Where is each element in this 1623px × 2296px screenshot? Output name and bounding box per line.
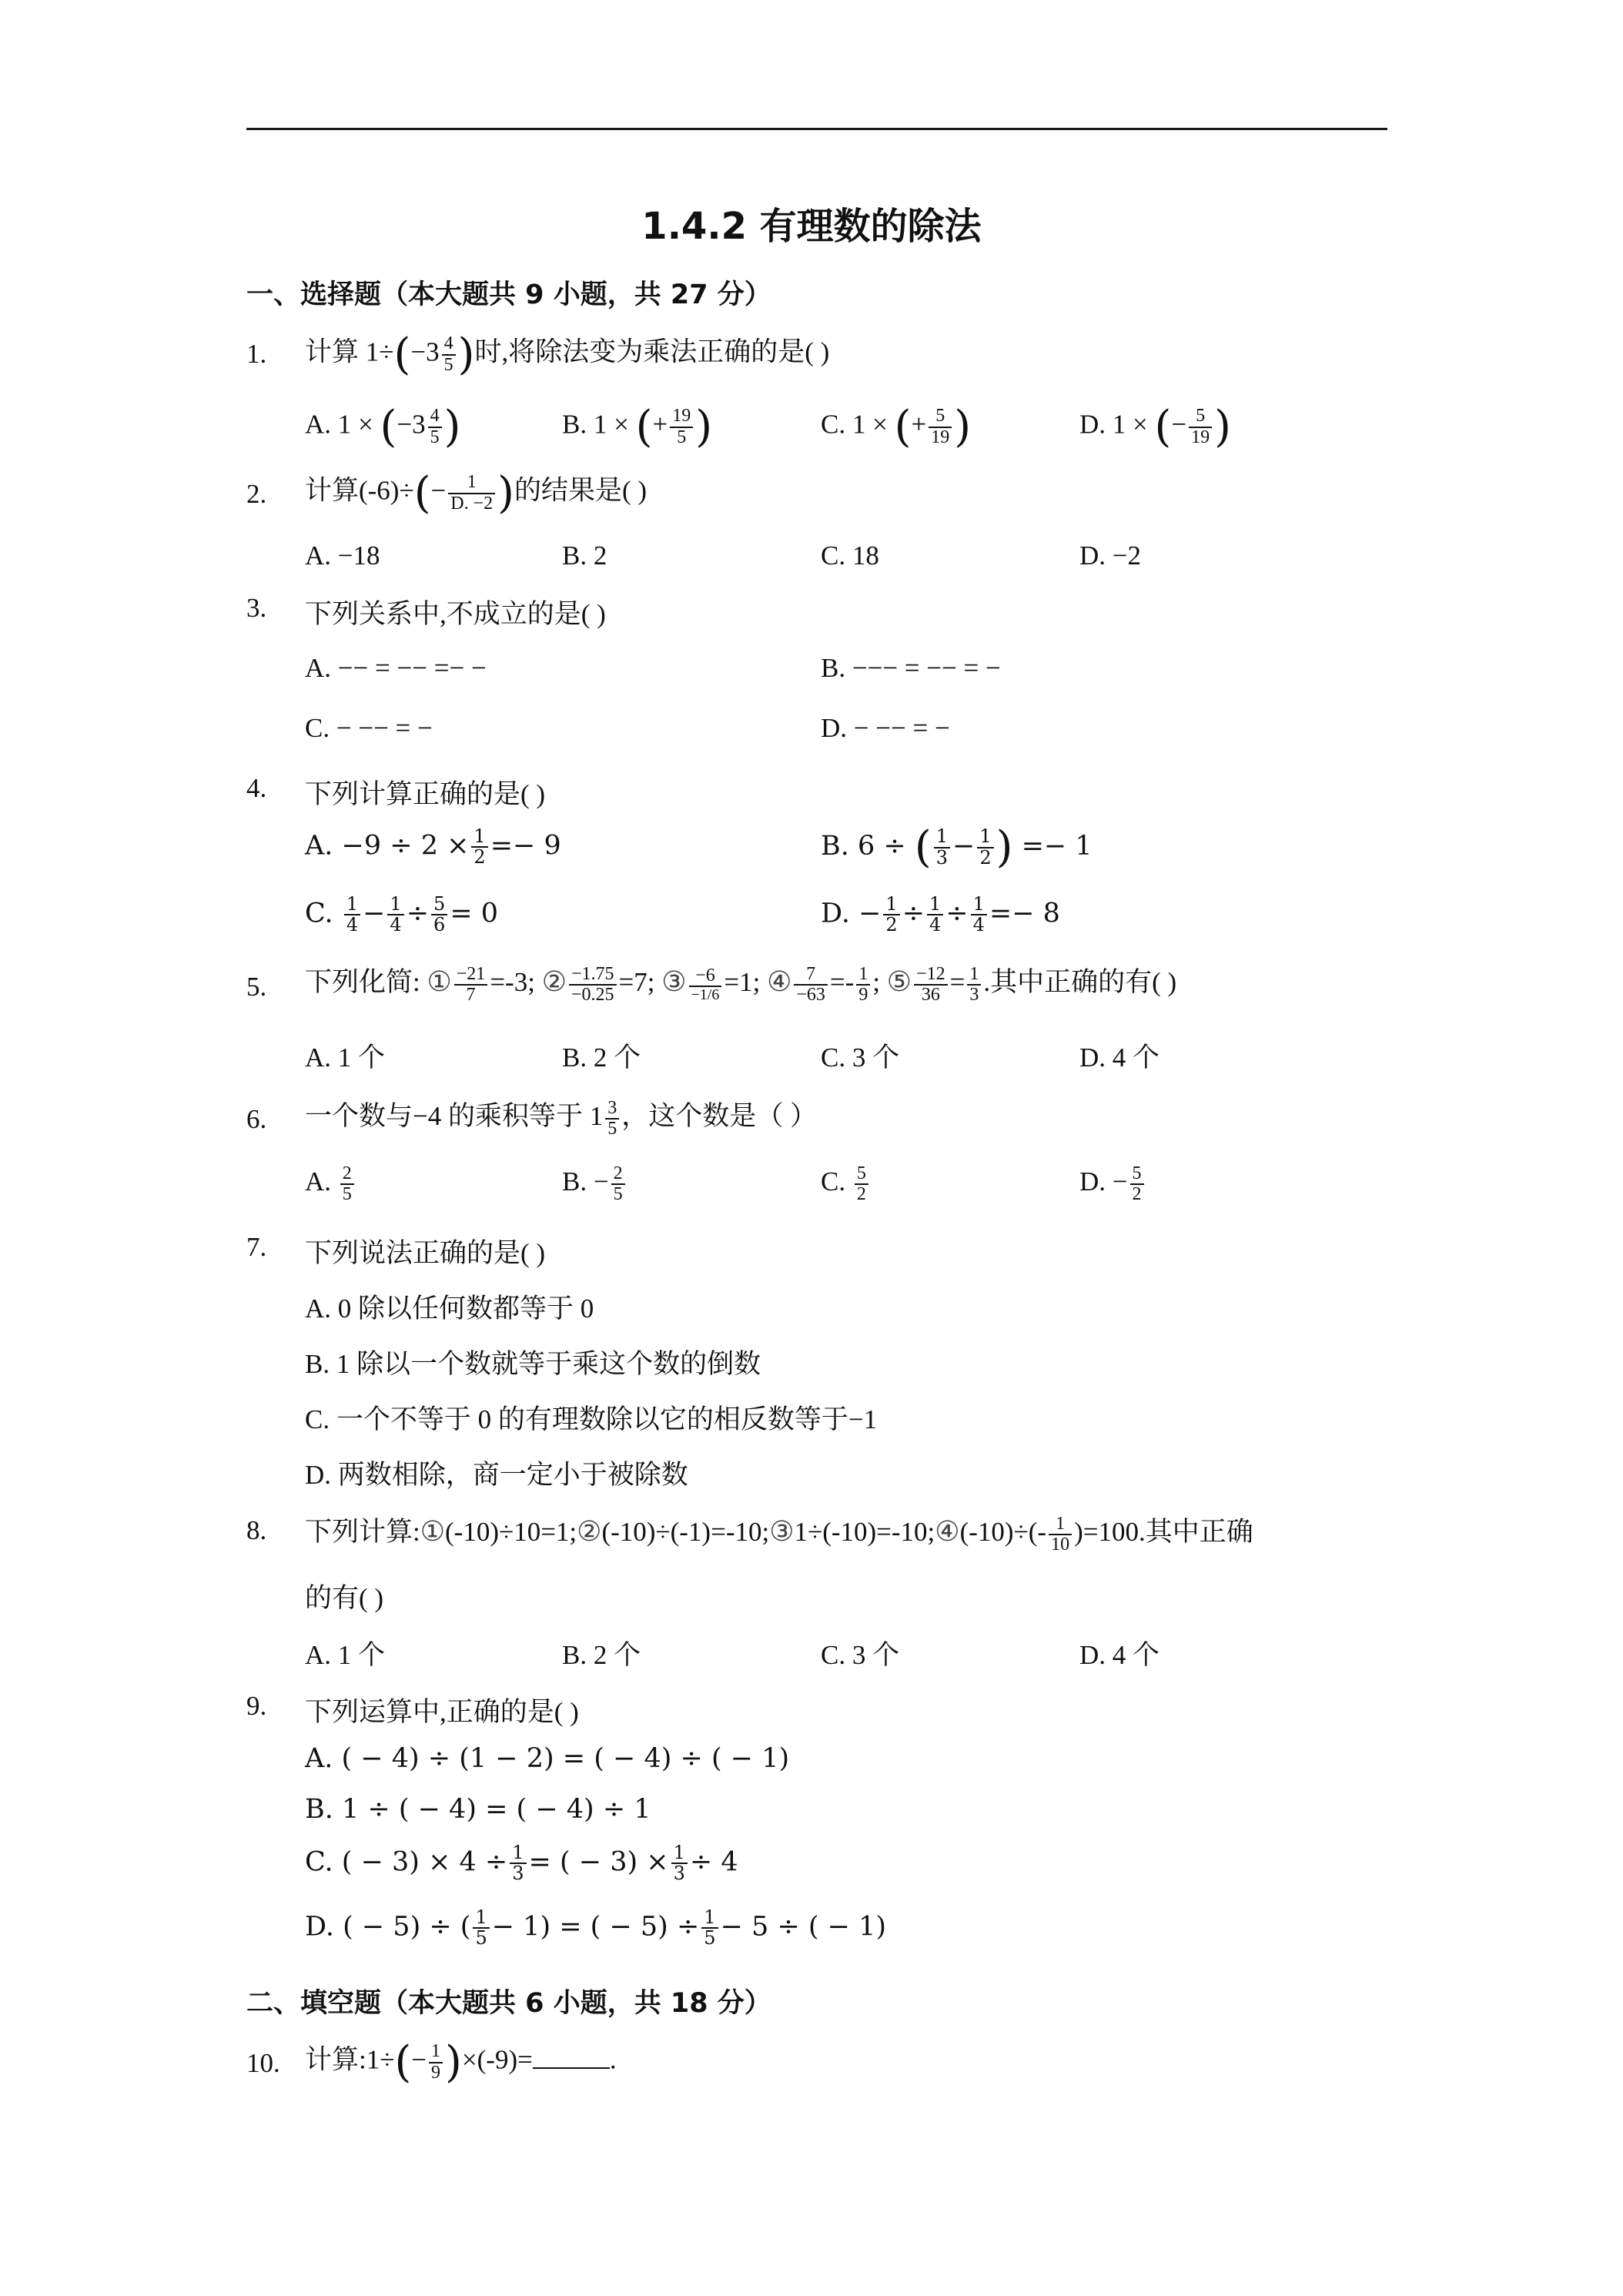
fraction: $\frac{-12}{36}$	[914, 965, 948, 1005]
fraction: $\frac{4}{5}$	[442, 334, 456, 374]
fraction: $\frac{7}{-63}$	[794, 965, 828, 1005]
question-stem-continued: 的有( )	[305, 1583, 384, 1613]
option-b[interactable]: B. 1 × (+ $\frac{19}{5}$ )	[562, 402, 713, 452]
fraction: $\frac{2}{5}$	[340, 1164, 354, 1204]
question-number: 9.	[246, 1691, 267, 1721]
question-number: 3.	[246, 593, 267, 623]
option-b[interactable]: B. 1 除以一个数就等于乘这个数的倒数	[305, 1349, 761, 1379]
option-a[interactable]: A. 0 除以任何数都等于 0	[305, 1294, 594, 1324]
fraction: $\frac{1}{5}$	[473, 1908, 489, 1948]
fraction: $\frac{1}{3}$	[934, 827, 950, 867]
fraction: $\frac{5}{2}$	[1130, 1164, 1144, 1204]
fraction: $\frac{19}{5}$	[670, 407, 693, 447]
option-a[interactable]: A. −− = −− =− −	[305, 653, 487, 683]
circled-number-icon: ④	[935, 1516, 960, 1548]
option-c[interactable]: C. − −− = −	[305, 713, 433, 743]
question-number: 6.	[246, 1104, 267, 1134]
question-number: 2.	[246, 479, 267, 509]
option-d[interactable]: D. −2	[1079, 541, 1142, 571]
answer-blank[interactable]	[533, 2047, 610, 2069]
section-heading-fill: 二、填空题（本大题共 6 小题，共 18 分）	[246, 1988, 771, 2019]
question-number: 1.	[246, 339, 267, 369]
fraction: $\frac{1}{3}$	[510, 1843, 526, 1883]
option-d[interactable]: D. 4 个	[1079, 1043, 1160, 1073]
fraction: $\frac{1}{2}$	[883, 895, 899, 935]
option-a[interactable]: A. 1 个	[305, 1043, 386, 1073]
option-d[interactable]: D. − $\frac{1}{2}$ ÷ $\frac{1}{4}$ ÷ $\frac{1}{4}$ =− 8	[821, 893, 1060, 936]
option-d[interactable]: D. − −− = −	[821, 713, 950, 743]
fraction: $\frac{1}{2}$	[977, 827, 993, 867]
option-a[interactable]: A. −18	[305, 541, 380, 571]
option-b[interactable]: B. 2	[562, 541, 607, 571]
option-d[interactable]: D. ( − 5) ÷ ( $\frac{1}{5}$ − 1) = ( − 5) ÷ $\frac{1}{5}$ − 5 ÷ ( − 1)	[305, 1906, 887, 1950]
header-rule	[246, 128, 1387, 130]
question-number: 5.	[246, 972, 267, 1002]
option-c[interactable]: C. 3 个	[821, 1640, 900, 1670]
section-heading-choice: 一、选择题（本大题共 9 小题，共 27 分）	[246, 279, 771, 310]
fraction: $\frac{1}{9}$	[429, 2042, 443, 2082]
fraction: $\frac{3}{5}$	[605, 1099, 619, 1139]
option-d[interactable]: D. 4 个	[1079, 1640, 1160, 1670]
question-number: 7.	[246, 1232, 267, 1262]
fraction: $\frac{1}{4}$	[387, 895, 403, 935]
fraction: $\frac{4}{5}$	[428, 407, 442, 447]
circled-number-icon: ③	[769, 1516, 795, 1548]
fraction: $\frac{5}{6}$	[431, 895, 447, 935]
option-b[interactable]: B. 6 ÷ ( $\frac{1}{3}$ − $\frac{1}{2}$ ) =− 1	[821, 822, 1093, 872]
question-stem: 一个数与−4 的乘积等于 1 $\frac{3}{5}$ ，这个数是（ ）	[305, 1097, 818, 1139]
option-a[interactable]: A. −9 ÷ 2 × $\frac{1}{2}$ =− 9	[305, 825, 561, 869]
option-c[interactable]: C. $\frac{1}{4}$ − $\frac{1}{4}$ ÷ $\frac{5}{6}$ = 0	[305, 893, 499, 936]
option-b[interactable]: B. 2 个	[562, 1640, 641, 1670]
option-b[interactable]: B. −−− = −− = −	[821, 653, 1001, 683]
circled-number-icon: ③	[661, 966, 687, 998]
question-stem: 下列运算中,正确的是( )	[305, 1697, 579, 1727]
option-d[interactable]: D. − $\frac{5}{2}$	[1079, 1164, 1146, 1204]
question-number: 10.	[246, 2048, 280, 2078]
question-stem: 下列关系中,不成立的是( )	[305, 599, 606, 629]
option-a[interactable]: A. 1 个	[305, 1640, 386, 1670]
option-d[interactable]: D. 两数相除，商一定小于被除数	[305, 1460, 688, 1490]
option-d[interactable]: D. 1 × (− $\frac{5}{19}$ )	[1079, 402, 1231, 452]
fraction: $\frac{1}{4}$	[927, 895, 943, 935]
fraction: $\frac{2}{5}$	[611, 1164, 625, 1204]
option-b[interactable]: B. − $\frac{2}{5}$	[562, 1164, 627, 1204]
option-c[interactable]: C. 18	[821, 541, 879, 571]
option-b[interactable]: B. 1 ÷ ( − 4) = ( − 4) ÷ 1	[305, 1794, 651, 1825]
option-c[interactable]: C. 一个不等于 0 的有理数除以它的相反数等于−1	[305, 1404, 878, 1434]
fraction: $\frac{1}{4}$	[971, 895, 987, 935]
circled-number-icon: ②	[541, 966, 567, 998]
circled-number-icon: ①	[420, 1516, 446, 1548]
fraction: $\frac{1}{2}$	[471, 827, 487, 867]
fraction: $\frac{1}{5}$	[701, 1908, 718, 1948]
option-c[interactable]: C. 1 × (+ $\frac{5}{19}$ )	[821, 402, 972, 452]
circled-number-icon: ②	[577, 1516, 602, 1548]
fraction: $\frac{1}{4}$	[344, 895, 360, 935]
fraction: $\frac{-6}{-1/6}$	[689, 966, 722, 1003]
fraction: $\frac{1}{3}$	[967, 965, 981, 1005]
option-c[interactable]: C. $\frac{5}{2}$	[821, 1164, 871, 1204]
page-title: 1.4.2 有理数的除法	[641, 205, 982, 248]
fraction: $\frac{5}{2}$	[855, 1164, 868, 1204]
option-b[interactable]: B. 2 个	[562, 1043, 641, 1073]
circled-number-icon: ④	[767, 966, 792, 998]
option-a[interactable]: A. ( − 4) ÷ (1 − 2) = ( − 4) ÷ ( − 1)	[305, 1743, 790, 1774]
circled-number-icon: ①	[427, 966, 452, 998]
fraction: $\frac{1}{D. -2}$	[448, 473, 495, 513]
fraction: $\frac{1}{3}$	[671, 1843, 688, 1883]
fraction: $\frac{-21}{7}$	[454, 965, 488, 1005]
question-stem: 计算 1÷(−3 $\frac{4}{5}$ )时,将除法变为乘法正确的是( )	[305, 330, 830, 380]
option-a[interactable]: A. $\frac{2}{5}$	[305, 1164, 356, 1204]
circled-number-icon: ⑤	[886, 966, 912, 998]
fraction: $\frac{1}{9}$	[856, 965, 870, 1005]
question-stem: 下列化简: ① $\frac{-21}{7}$ =-3; ② $\frac{-1.75}{-0.25}$ =7; ③ $\frac{-6}{-1/6}$ =1; ④ $\frac{7}{-63}$ =- $\frac{1}{9}$ ; ⑤ $\frac{-12}{36}$ = $\frac{1}{3}$ .其中正确的有( )	[305, 963, 1177, 1005]
question-stem: 计算(-6)÷(− $\frac{1}{D. -2}$ )的结果是( )	[305, 468, 648, 518]
question-stem: 下列说法正确的是( )	[305, 1238, 546, 1268]
option-a[interactable]: A. 1 × (−3 $\frac{4}{5}$ )	[305, 402, 461, 452]
question-stem: 计算:1÷(− $\frac{1}{9}$ )×(-9)= .	[305, 2037, 617, 2087]
question-number: 8.	[246, 1515, 267, 1545]
fraction: $\frac{5}{19}$	[929, 407, 952, 447]
fraction: $\frac{-1.75}{-0.25}$	[569, 965, 617, 1005]
question-number: 4.	[246, 773, 267, 803]
fraction: $\frac{1}{10}$	[1049, 1514, 1072, 1555]
fraction: $\frac{5}{19}$	[1189, 407, 1212, 447]
question-stem: 下列计算:①(-10)÷10=1;②(-10)÷(-1)=-10;③1÷(-10)=-10;④(-10)÷(- $\frac{1}{10}$ )=100.其中正确	[305, 1513, 1253, 1555]
option-c[interactable]: C. 3 个	[821, 1043, 900, 1073]
option-c[interactable]: C. ( − 3) × 4 ÷ $\frac{1}{3}$ = ( − 3) × $\frac{1}{3}$ ÷ 4	[305, 1842, 738, 1885]
question-stem: 下列计算正确的是( )	[305, 779, 546, 809]
